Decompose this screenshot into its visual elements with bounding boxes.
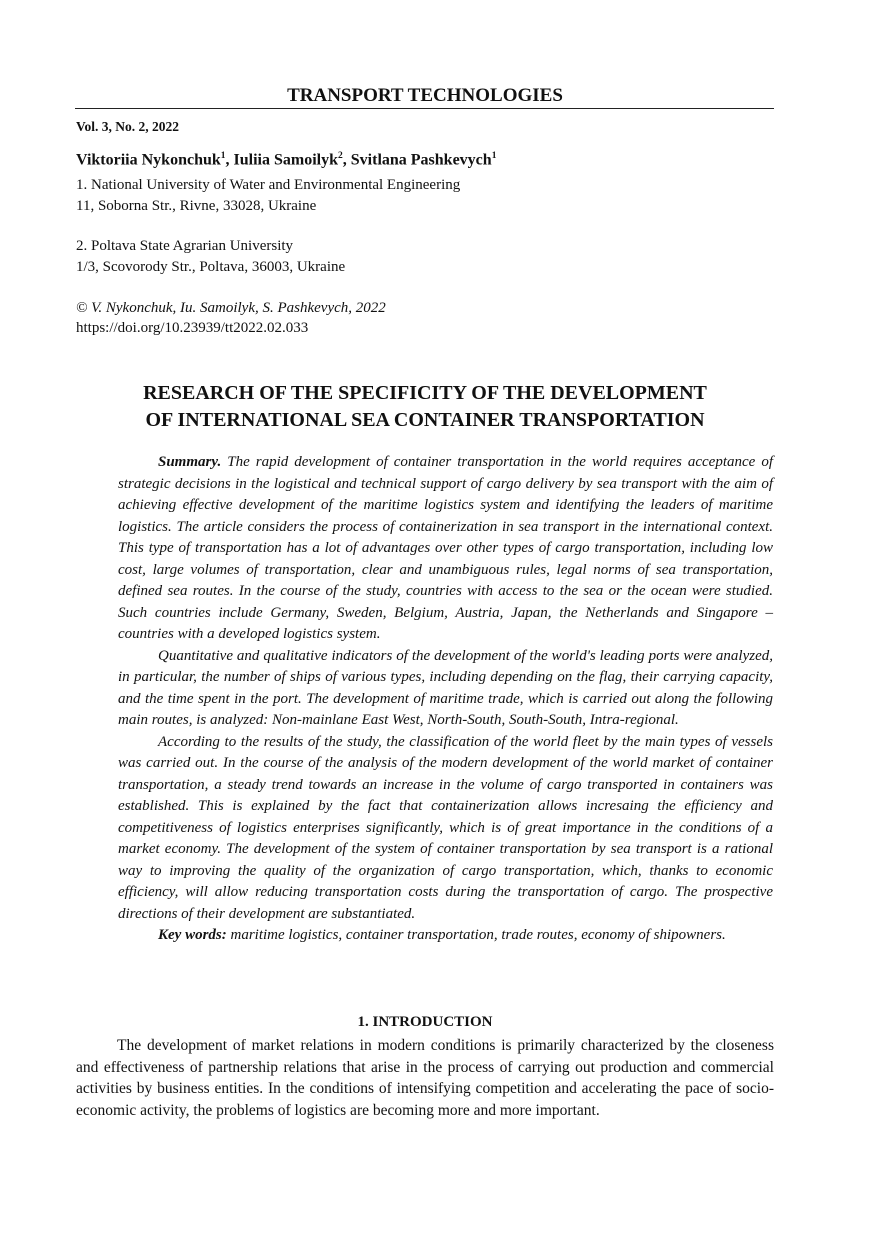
title-line: RESEARCH OF THE SPECIFICITY OF THE DEVELOPMENT xyxy=(143,382,707,404)
author-affiliation-mark: 1 xyxy=(491,151,497,161)
abstract xyxy=(118,452,773,947)
affiliation-2 xyxy=(76,236,345,277)
author-affiliation-mark: 2 xyxy=(338,151,343,161)
header-rule xyxy=(75,108,774,109)
affiliation-name: 1. National University of Water and Environmental Engineering xyxy=(76,177,461,193)
summary-label: Summary. xyxy=(158,454,222,470)
affiliation-1 xyxy=(76,175,460,216)
keywords-label: Key words: xyxy=(158,927,227,943)
affiliation-address: 11, Soborna Str., Rivne, 33028, Ukraine xyxy=(76,197,317,214)
section-heading: 1. INTRODUCTION xyxy=(357,1014,493,1030)
paper-title xyxy=(76,380,774,434)
abstract-paragraph xyxy=(118,452,773,646)
affiliation-address: 1/3, Scovorody Str., Poltava, 36003, Ukraine xyxy=(76,258,346,275)
affiliation-name: 2. Poltava State Agrarian University xyxy=(76,238,294,254)
author-name: Viktoriia Nykonchuk xyxy=(76,151,221,169)
abstract-paragraph: According to the results of the study, the classification of the world fleet by the main types of vessels was carried out. In the course of the analysis of the modern development of the world market of container transportation, a steady trend towards an increase in the volume of cargo transported in containers was established. This is explained by the fact that containerization allows incresaing the efficiency and competitiveness of logistics enterprises significantly, which is of great importance in the conditions of a market economy. The development of the system of container transportation by sea transport is a rational way to improving the quality of the organization of cargo transportation, which, thanks to economic efficiency, will allow reducing transportation costs during the transportation of cargo. The prospective directions of their development are substantiated. xyxy=(118,733,773,922)
author-affiliation-mark: 1 xyxy=(220,151,226,161)
title-line: OF INTERNATIONAL SEA CONTAINER TRANSPORTATION xyxy=(145,409,705,431)
author-list: Viktoriia Nykonchuk$^1$, Iuliia Samoilyk$^2$, Svitlana Pashkevych$^1$ xyxy=(76,151,497,169)
author-name: Iuliia Samoilyk xyxy=(233,151,339,169)
keywords-text: maritime logistics, container transportation, trade routes, economy of shipowners. xyxy=(230,927,726,943)
intro-section xyxy=(76,1035,774,1121)
volume-info: Vol. 3, No. 2, 2022 xyxy=(76,119,180,134)
keywords xyxy=(118,925,773,947)
copyright-line: © V. Nykonchuk, Iu. Samoilyk, S. Pashkevych, 2022 xyxy=(76,300,386,316)
body-paragraph: The development of market relations in modern conditions is primarily characterized by the closeness and effectiveness of partnership relations that arise in the process of carrying out production and commercial activities by business entities. In the conditions of intensifying competition and accelerating the pace of socio-economic activity, the problems of logistics are becoming more and more important. xyxy=(76,1037,774,1119)
abstract-text: The rapid development of container transportation in the world requires acceptance of strategic decisions in the logistical and technical support of cargo delivery by sea transport with the aim of achieving effective development of the maritime logistics system and identifying the leaders of maritime logistics. The article considers the process of containerization in sea transport in the international context. This type of transportation has a lot of advantages over other types of cargo transportation, including low cost, large volumes of transportation, clear and unambiguous rules, legal norms of sea transportation, defined sea routes. In the course of the study, countries with access to the sea or the ocean were studied. Such countries include Germany, Sweden, Belgium, Austria, Japan, the Netherlands and Singapore – countries with a developed logistics system. xyxy=(118,454,773,642)
doi-link[interactable]: https://doi.org/10.23939/tt2022.02.033 xyxy=(76,320,309,336)
journal-title: TRANSPORT TECHNOLOGIES xyxy=(287,85,563,106)
abstract-paragraph: Quantitative and qualitative indicators of the development of the world's leading ports were analyzed, in particular, the number of ships of various types, including depending on the flag, their carrying capacity, and the time spent in the port. The development of maritime trade, which is carried out along the following main routes, is analyzed: Non-mainlane East West, North-South, South-South, Intra-regional. xyxy=(118,647,773,728)
author-name: Svitlana Pashkevych xyxy=(350,151,492,169)
copyright-block xyxy=(76,298,386,338)
